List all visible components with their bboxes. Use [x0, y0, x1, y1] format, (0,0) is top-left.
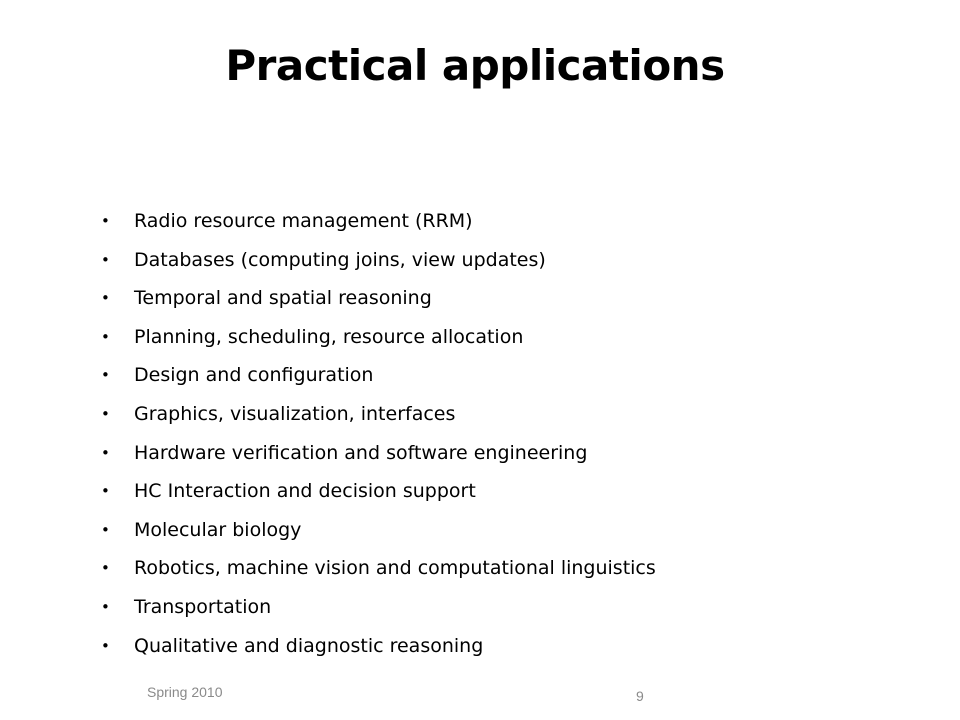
- bullet-icon: •: [101, 597, 110, 616]
- bullet-text: Hardware verification and software engineering: [134, 441, 588, 464]
- bullet-text: Robotics, machine vision and computational linguistics: [134, 557, 656, 580]
- bullet-text: Databases (computing joins, view updates): [134, 248, 546, 271]
- bullet-icon: •: [101, 520, 110, 539]
- bullet-icon: •: [101, 366, 110, 385]
- bullet-icon: •: [101, 212, 110, 230]
- bullet-text: HC Interaction and decision support: [134, 480, 476, 503]
- bullet-icon: •: [101, 636, 110, 655]
- bullet-icon: •: [101, 250, 110, 269]
- bullet-text: Design and configuration: [134, 364, 374, 387]
- bullet-text: Molecular biology: [134, 518, 302, 541]
- bullet-text: Radio resource management (RRM): [134, 210, 473, 232]
- bullet-text: Planning, scheduling, resource allocation: [134, 325, 524, 348]
- bullet-icon: •: [101, 404, 110, 423]
- bullet-text: Graphics, visualization, interfaces: [134, 402, 456, 425]
- bullet-icon: •: [101, 289, 110, 308]
- bullet-icon: •: [101, 327, 110, 346]
- footer-date: Spring 2010: [147, 684, 223, 700]
- bullet-text: Qualitative and diagnostic reasoning: [134, 634, 484, 657]
- bullet-icon: •: [101, 443, 110, 462]
- bullet-text: Temporal and spatial reasoning: [134, 287, 432, 310]
- bullet-icon: •: [101, 559, 110, 578]
- bullet-text: Transportation: [134, 595, 272, 618]
- page-number: 9: [636, 688, 644, 704]
- slide-title: Practical applications: [225, 41, 725, 90]
- bullet-icon: •: [101, 482, 110, 501]
